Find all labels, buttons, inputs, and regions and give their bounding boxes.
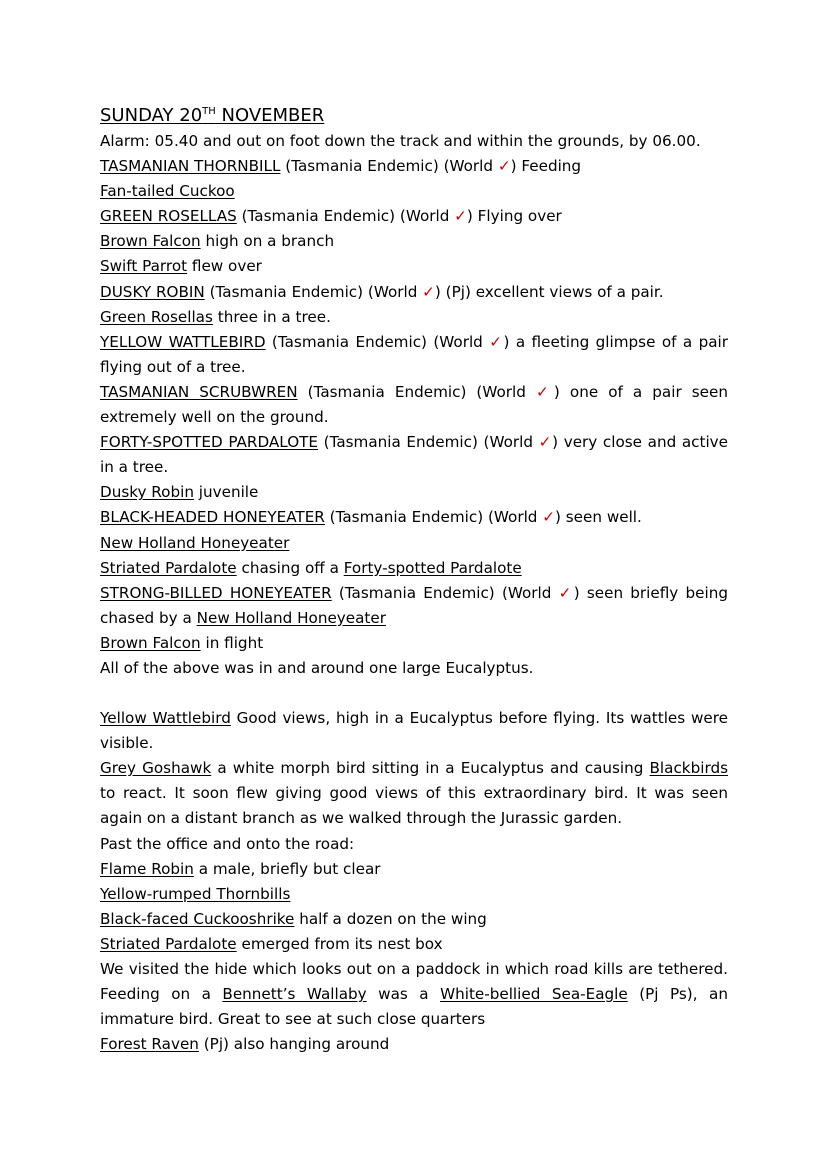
species-name: Forty-spotted Pardalote	[343, 558, 522, 577]
species-name: Flame Robin	[100, 859, 194, 878]
entry-forty-spotted-pardalote: FORTY-SPOTTED PARDALOTE (Tasmania Endemic) (World ✓) very close and active in a tree.	[100, 433, 728, 477]
species-name: Blackbirds	[649, 759, 728, 778]
species-name: New Holland Honeyeater	[196, 608, 386, 627]
entry-yellow-rumped-thornbills	[100, 882, 728, 907]
entry-fan-tailed-cuckoo	[100, 179, 728, 204]
species-name: Black-faced Cuckooshrike	[100, 909, 295, 928]
entry-dusky-robin: DUSKY ROBIN (Tasmania Endemic) (World ✓) (Pj) excellent views of a pair.	[100, 282, 664, 301]
page-heading: SUNDAY 20TH NOVEMBER	[100, 105, 325, 126]
species-name: DUSKY ROBIN	[100, 282, 205, 301]
species-name: White-bellied Sea-Eagle	[440, 985, 628, 1004]
species-name: Yellow-rumped Thornbills	[100, 884, 291, 903]
species-name: YELLOW WATTLEBIRD	[100, 332, 266, 351]
species-name: Striated Pardalote	[100, 558, 237, 577]
entry-alarm: Alarm: 05.40 and out on foot down the track and within the grounds, by 06.00.	[100, 132, 701, 150]
entry-yellow-wattlebird: YELLOW WATTLEBIRD (Tasmania Endemic) (World ✓) a fleeting glimpse of a pair flying out of a tree.	[100, 332, 728, 376]
species-name: STRONG-BILLED HONEYEATER	[100, 583, 332, 602]
entry-flame-robin: Flame Robin a male, briefly but clear	[100, 859, 381, 878]
entry-brown-falcon-flight: Brown Falcon in flight	[100, 633, 264, 652]
journal-page	[100, 103, 728, 1057]
species-name: TASMANIAN SCRUBWREN	[100, 382, 298, 401]
tick-icon: ✓	[422, 282, 435, 301]
entry-new-holland-honeyeater	[100, 531, 728, 556]
tick-icon: ✓	[454, 207, 467, 226]
species-name: Striated Pardalote	[100, 934, 237, 953]
entry-strong-billed-honeyeater: STRONG-BILLED HONEYEATER (Tasmania Endemic) (World ✓) seen briefly being chased by a New Holland Honeyeater	[100, 583, 728, 627]
species-name: Brown Falcon	[100, 633, 201, 652]
entry-yellow-wattlebird-views: Yellow Wattlebird Good views, high in a Eucalyptus before flying. Its wattles were visible.	[100, 709, 728, 753]
entry-swift-parrot: Swift Parrot flew over	[100, 257, 262, 276]
species-name: Yellow Wattlebird	[100, 709, 231, 728]
species-name: Brown Falcon	[100, 232, 201, 251]
entry-office-road: Past the office and onto the road:	[100, 834, 355, 853]
entry-summary: All of the above was in and around one large Eucalyptus.	[100, 658, 534, 677]
tick-icon: ✓	[538, 433, 553, 452]
paragraph-gap	[100, 681, 728, 706]
entry-dusky-robin-juvenile: Dusky Robin juvenile	[100, 483, 259, 502]
tick-icon: ✓	[558, 583, 574, 602]
entry-black-faced-cuckooshrike: Black-faced Cuckooshrike half a dozen on the wing	[100, 909, 487, 928]
entry-forest-raven: Forest Raven (Pj) also hanging around	[100, 1035, 390, 1054]
entry-striated-pardalote-nest: Striated Pardalote emerged from its nest box	[100, 934, 443, 953]
tick-icon: ✓	[497, 157, 511, 176]
entry-black-headed-honeyeater: BLACK-HEADED HONEYEATER (Tasmania Endemic) (World ✓) seen well.	[100, 508, 642, 527]
species-name: Dusky Robin	[100, 483, 194, 502]
species-name: New Holland Honeyeater	[100, 533, 290, 552]
species-name: Bennett’s Wallaby	[222, 985, 367, 1004]
species-name: Forest Raven	[100, 1035, 199, 1054]
species-name: TASMANIAN THORNBILL	[100, 157, 281, 176]
species-name: BLACK-HEADED HONEYEATER	[100, 508, 325, 527]
tick-icon: ✓	[542, 508, 556, 527]
tick-icon: ✓	[489, 332, 504, 351]
entry-grey-goshawk: Grey Goshawk a white morph bird sitting in a Eucalyptus and causing Blackbirds to react. It soon flew giving good views of this extraordinary bird. It was seen again on a distant branch as we walked through the Jurassic garden.	[100, 759, 728, 828]
species-name: Green Rosellas	[100, 307, 213, 326]
species-name: GREEN ROSELLAS	[100, 207, 237, 226]
entry-striated-pardalote: Striated Pardalote chasing off a Forty-spotted Pardalote	[100, 558, 522, 577]
entry-tasmanian-scrubwren: TASMANIAN SCRUBWREN (Tasmania Endemic) (World ✓) one of a pair seen extremely well on the ground.	[100, 382, 728, 427]
entry-tasmanian-thornbill: TASMANIAN THORNBILL (Tasmania Endemic) (World ✓) Feeding	[100, 157, 582, 176]
species-name: FORTY-SPOTTED PARDALOTE	[100, 433, 319, 452]
entry-hide-visit: We visited the hide which looks out on a paddock in which road kills are tethered. Feeding on a Bennett’s Wallaby was a White-bellied Sea-Eagle (Pj Ps), an immature bird. Great to see at such close quarters	[100, 960, 728, 1029]
species-name: Grey Goshawk	[100, 759, 212, 778]
species-name: Swift Parrot	[100, 257, 188, 276]
entry-green-rosellas: GREEN ROSELLAS (Tasmania Endemic) (World ✓) Flying over	[100, 207, 562, 226]
entry-brown-falcon: Brown Falcon high on a branch	[100, 232, 335, 251]
entry-green-rosellas-tree: Green Rosellas three in a tree.	[100, 307, 331, 326]
species-name: Fan-tailed Cuckoo	[100, 182, 235, 201]
tick-icon: ✓	[535, 382, 554, 401]
